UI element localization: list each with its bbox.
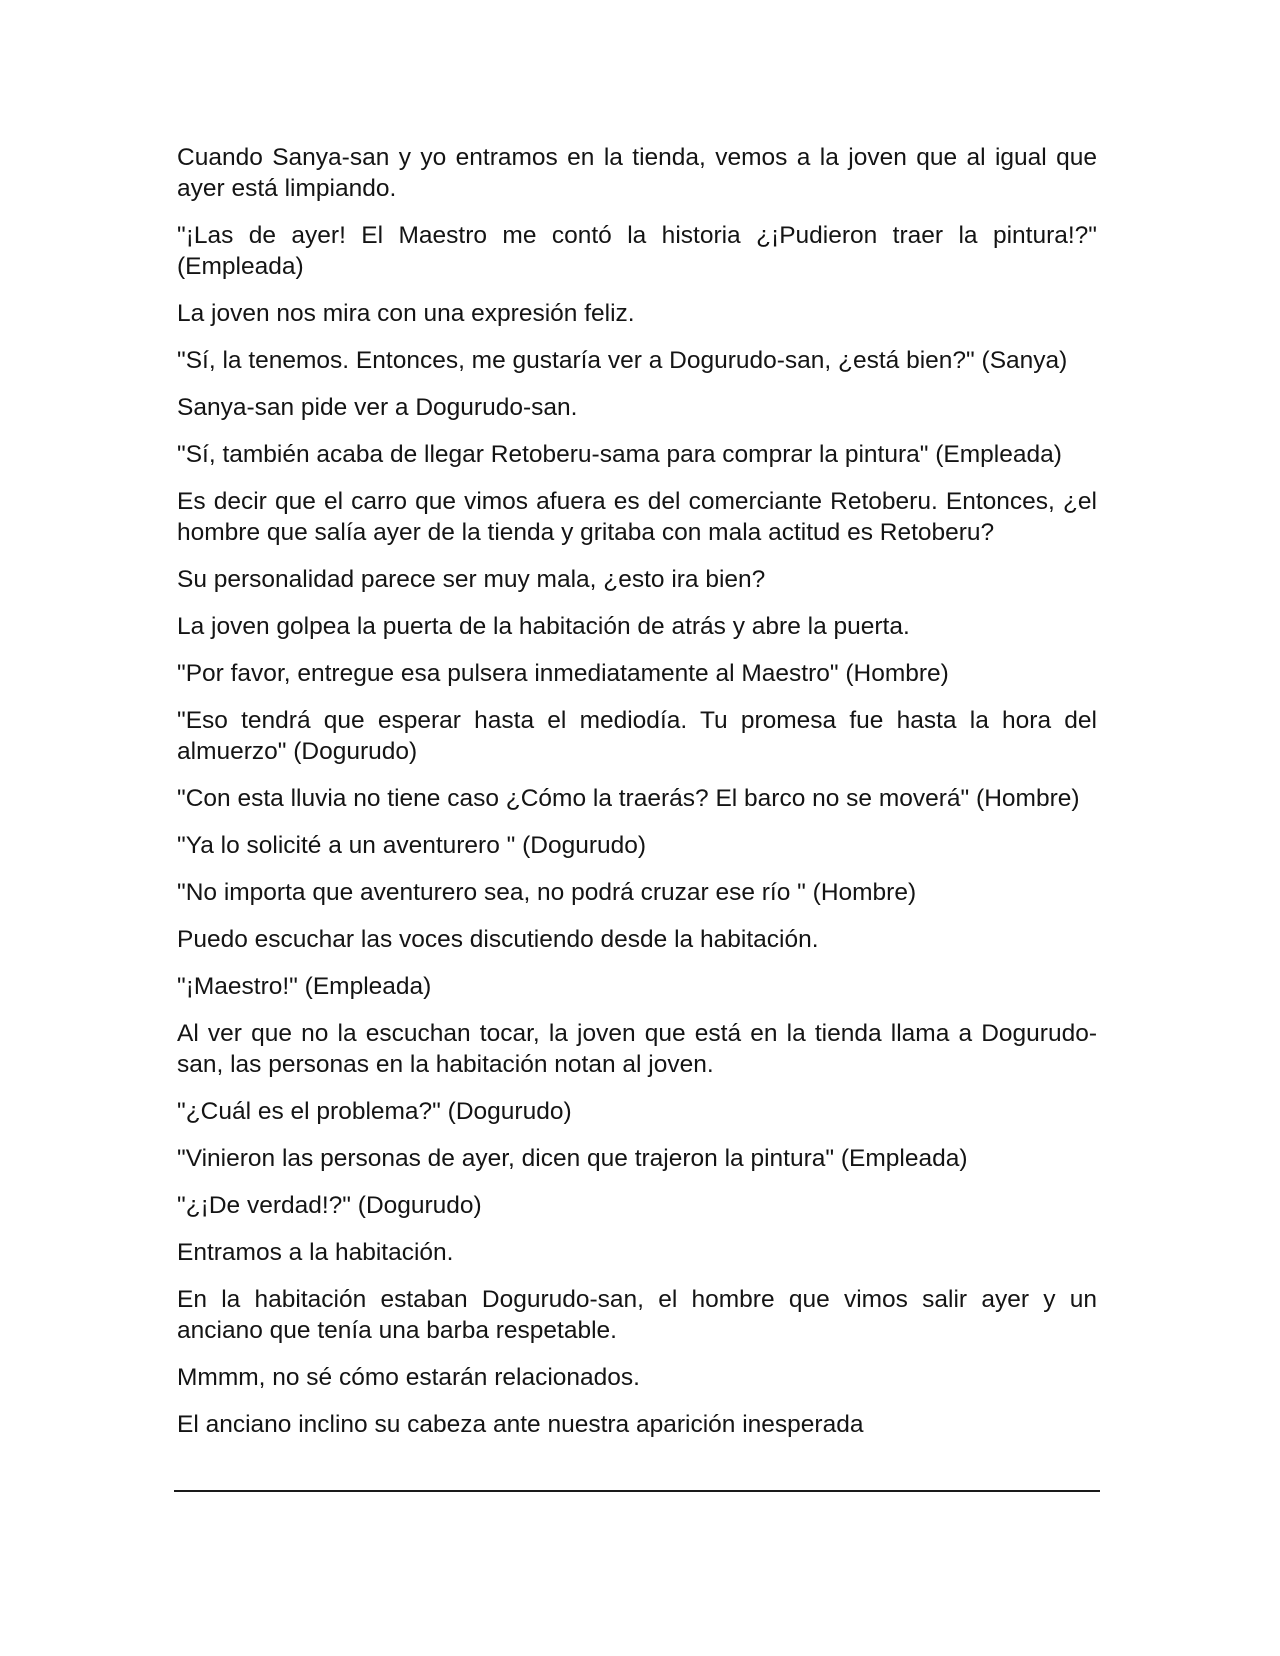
paragraph: "Vinieron las personas de ayer, dicen que trajeron la pintura" (Empleada) xyxy=(177,1145,968,1172)
paragraph: "Eso tendrá que esperar hasta el mediodía. Tu promesa fue hasta la hora del almuerzo" (Dogurudo) xyxy=(177,707,1097,765)
bottom-rule xyxy=(174,1490,1100,1492)
paragraph: Puedo escuchar las voces discutiendo desde la habitación. xyxy=(177,926,819,953)
paragraph: Cuando Sanya-san y yo entramos en la tienda, vemos a la joven que al igual que ayer está limpiando. xyxy=(177,144,1097,202)
paragraph: "No importa que aventurero sea, no podrá cruzar ese río " (Hombre) xyxy=(177,879,917,906)
paragraph: "¡Maestro!" (Empleada) xyxy=(177,973,432,1000)
paragraph: La joven golpea la puerta de la habitación de atrás y abre la puerta. xyxy=(177,613,910,640)
paragraph: "Por favor, entregue esa pulsera inmediatamente al Maestro" (Hombre) xyxy=(177,660,949,687)
paragraph: "¡Las de ayer! El Maestro me contó la historia ¿¡Pudieron traer la pintura!?" (Empleada) xyxy=(177,222,1097,280)
paragraph: "¿Cuál es el problema?" (Dogurudo) xyxy=(177,1098,572,1125)
paragraph: "Con esta lluvia no tiene caso ¿Cómo la traerás? El barco no se moverá" (Hombre) xyxy=(177,785,1080,812)
paragraph: Es decir que el carro que vimos afuera es del comerciante Retoberu. Entonces, ¿el hombre que salía ayer de la tienda y gritaba con mala actitud es Retoberu? xyxy=(177,488,1097,546)
paragraph: Sanya-san pide ver a Dogurudo-san. xyxy=(177,394,578,421)
paragraph: Al ver que no la escuchan tocar, la joven que está en la tienda llama a Dogurudo-san, las personas en la habitación notan al joven. xyxy=(177,1020,1097,1078)
paragraph: Entramos a la habitación. xyxy=(177,1239,454,1266)
paragraph: "¿¡De verdad!?" (Dogurudo) xyxy=(177,1192,482,1219)
paragraph: El anciano inclino su cabeza ante nuestra aparición inesperada xyxy=(177,1411,864,1438)
paragraph: Mmmm, no sé cómo estarán relacionados. xyxy=(177,1364,640,1391)
paragraph: "Sí, también acaba de llegar Retoberu-sama para comprar la pintura" (Empleada) xyxy=(177,441,1062,468)
paragraph: La joven nos mira con una expresión feliz. xyxy=(177,300,635,327)
paragraph: "Sí, la tenemos. Entonces, me gustaría ver a Dogurudo-san, ¿está bien?" (Sanya) xyxy=(177,347,1068,374)
paragraph: En la habitación estaban Dogurudo-san, el hombre que vimos salir ayer y un anciano que tenía una barba respetable. xyxy=(177,1286,1097,1344)
paragraph: "Ya lo solicité a un aventurero " (Dogurudo) xyxy=(177,832,647,859)
paragraph: Su personalidad parece ser muy mala, ¿esto ira bien? xyxy=(177,566,766,593)
body-text xyxy=(177,142,1097,1440)
